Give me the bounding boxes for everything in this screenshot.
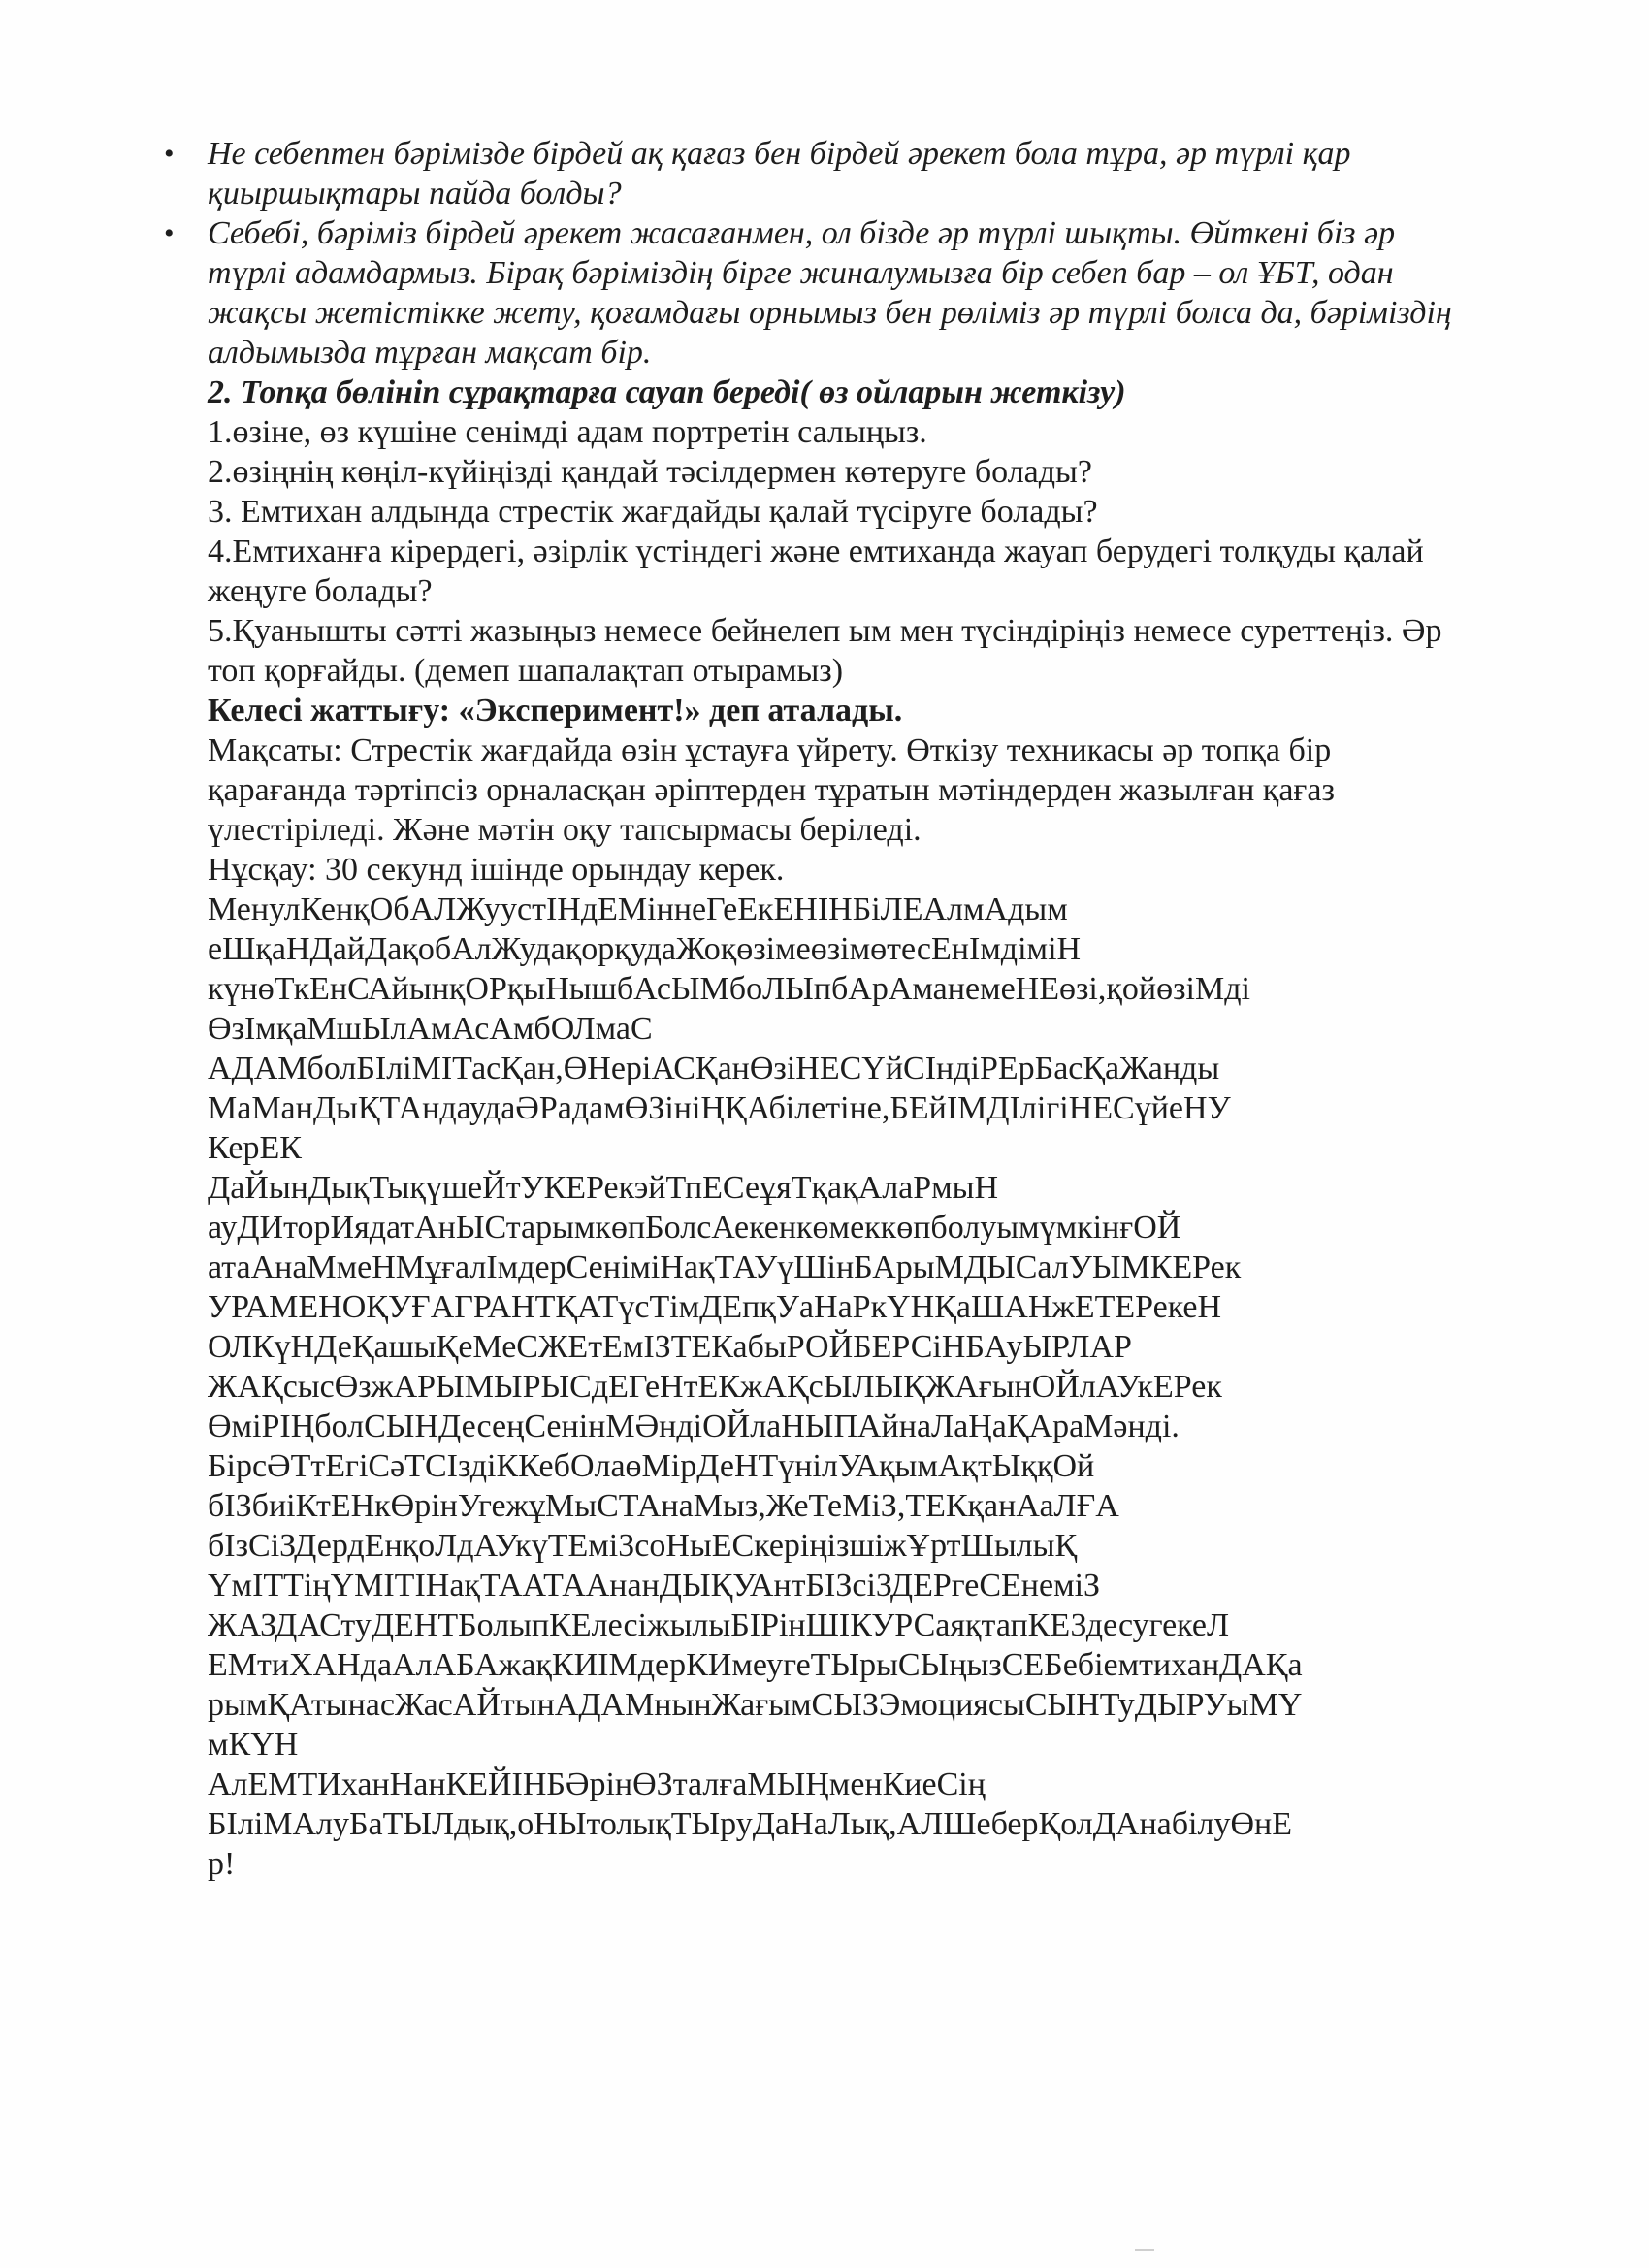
garbled-line: күнөТкЕнСАйынқОРқыНышбАсЫМбоЛЫпбАрАманемеНЕөзі,қойөзіМді (208, 971, 1250, 1007)
bullet-item: • Себебі, бәріміз бірдей әрекет жасағанмен, ол бізде әр түрлі шықты. Өйткені біз әр түрлі адамдармыз. Бірақ бәріміздің бірге жиналумызға бір себеп бар – ол ҰБТ, одан жақсы жетістікке жету, қоғамдағы орнымыз бен рөліміз әр түрлі болса да, бәріміздің алдымызда тұрған мақсат бір. (208, 213, 1469, 373)
garbled-line: ҮмІТТіңҮМІТІНақТААТААнанДЫҚУАнтБІЗсіЗДЕРгеСЕнеміЗ (208, 1568, 1101, 1604)
garbled-line: ДаЙынДықТықүшеЙтУКЕРекэйТпЕСеұяТқақАлаРмыН (208, 1170, 999, 1206)
garbled-line: бІзСіЗДердЕнқоЛдАУкүТЕміЗсоНыЕСкеріңізшіжҰртШылыҚ (208, 1528, 1078, 1564)
garbled-line: ауДИторИядатАнЫСтарымкөпБолсАекенкөмеккөпболуымүмкінғОЙ (208, 1210, 1181, 1246)
section-heading: 2. Топқа бөлініп сұрақтарға сауап береді( өз ойларын жеткізу) (208, 374, 1126, 410)
garbled-line: еШқаНДайДақобАлЖудақорқудаЖоқөзімеөзімөтесЕнІмдіміН (208, 931, 1082, 967)
exercise-heading: Келесі жаттығу: «Эксперимент!» деп аталады. (208, 693, 903, 729)
garbled-line: рымҚАтынасЖасАЙтынАДАМнынЖағымСЫЗЭмоциясыСЫНТуДЫРУыМҮ (208, 1687, 1303, 1723)
garbled-line: ӨміРІҢболСЫНДесеңСенінМӘндіОЙлаНЫПАйнаЛаҢаҚАраМәнді. (208, 1409, 1180, 1444)
bullet-item: • Не себептен бәрімізде бірдей ақ қағаз бен бірдей әрекет бола тұра, әр түрлі қар қиыршықтары пайда болды? (208, 134, 1469, 213)
garbled-line: КерЕК (208, 1130, 302, 1166)
question-item: 5.Қуанышты сәтті жазыңыз немесе бейнелеп ым мен түсіндіріңіз немесе суреттеңіз. Әр топ қорғайды. (демеп шапалақтап отырамыз) (208, 613, 1450, 689)
garbled-line: БірсӘТтЕгіСәТСІздіККебОлаөМірДеНТүнілУАқымАқтЫққОй (208, 1448, 1095, 1484)
question-item: 2.өзіңнің көңіл-күйіңізді қандай тәсілдермен көтеруге болады? (208, 454, 1092, 490)
garbled-line: ОЛКүНДеҚашыҚеМеСЖЕтЕмІЗТЕКабыРОЙБЕРСіНБАуЫРЛАР (208, 1329, 1132, 1365)
bullet-list (208, 134, 1469, 373)
garbled-line: ЖАЗДАСтуДЕНТБолыпКЕлесіжылыБІРінШІКУРСаяқтапКЕЗдесугекеЛ (208, 1607, 1230, 1643)
question-item: 4.Емтиханға кірердегі, әзірлік үстіндегі және емтиханда жауап берудегі толқуды қалай жеңуге болады? (208, 534, 1433, 609)
question-item: 1.өзіне, өз күшіне сенімді адам портретін салыңыз. (208, 414, 927, 450)
purpose-paragraph: Мақсаты: Стрестік жағдайда өзін ұстауға үйрету. Өткізу техникасы әр топқа бір қарағанда тәртіпсіз орналасқан әріптерден тұратын мәтіндерден жазылған қағаз үлестіріледі. Және мәтін оқу тапсырмасы беріледі. (208, 732, 1343, 848)
garbled-line: ЕМтиХАНдаАлАБАжақКИІМдерКИмеугеТЫрыСЫңызСЕБебіемтиханДАҚа (208, 1647, 1303, 1683)
instruction-line: Нұсқау: 30 секунд ішінде орындау керек. (208, 852, 785, 888)
garbled-line: БІліМАлуБаТЫЛдық,оНЫтолықТЫруДаНаЛық,АЛШеберҚолДАнабілуӨнЕ (208, 1806, 1292, 1842)
document-body (208, 134, 1469, 1884)
garbled-line: р! (208, 1846, 236, 1882)
garbled-line: АлЕМТИханНанКЕЙІНБӘрінӨЗталғаМЫҢменКиеСің (208, 1766, 986, 1802)
garbled-line: бІЗбиіКтЕНкӨрінУгежұМыСТАнаМыз,ЖеТеМіЗ,ТЕКқанАаЛҒА (208, 1488, 1119, 1524)
scan-artifact (1135, 2249, 1154, 2251)
garbled-line: мКҮН (208, 1727, 299, 1763)
garbled-line: ЖАҚсысӨзжАРЫМЫРЫСдЕГеНтЕКжАҚсЫЛЫҚЖАғынОЙлАУкЕРек (208, 1369, 1222, 1405)
garbled-line: УРАМЕНОҚУҒАГРАНТҚАТүсТімДЕпқУаНаРкҮНҚаШАНжЕТЕРекеН (208, 1289, 1222, 1325)
garbled-line: МенулКенқОбАЛЖуустІНдЕМіннеГеЕкЕНІНБіЛЕАлмАдым (208, 891, 1068, 927)
garbled-line: ӨзІмқаМшЫлАмАсАмбОЛмаС (208, 1011, 653, 1047)
garbled-line: АДАМболБІліМІТасҚан,ӨНеріАСҚанӨзіНЕСҮйСІндіРЕрБасҚаЖанды (208, 1051, 1220, 1086)
garbled-line: МаМанДыҚТАндаудаӘРадамӨЗініҢҚАбілетіне,БЕйІМДІлігіНЕСүйеНУ (208, 1090, 1231, 1126)
garbled-line: атаАнаМмеНМұғалІмдерСеніміНақТАУүШінБАрыМДЫСалУЫМКЕРек (208, 1249, 1242, 1285)
garbled-text-block (208, 890, 1469, 1884)
question-item: 3. Емтихан алдында стрестік жағдайды қалай түсіруге болады? (208, 494, 1098, 530)
